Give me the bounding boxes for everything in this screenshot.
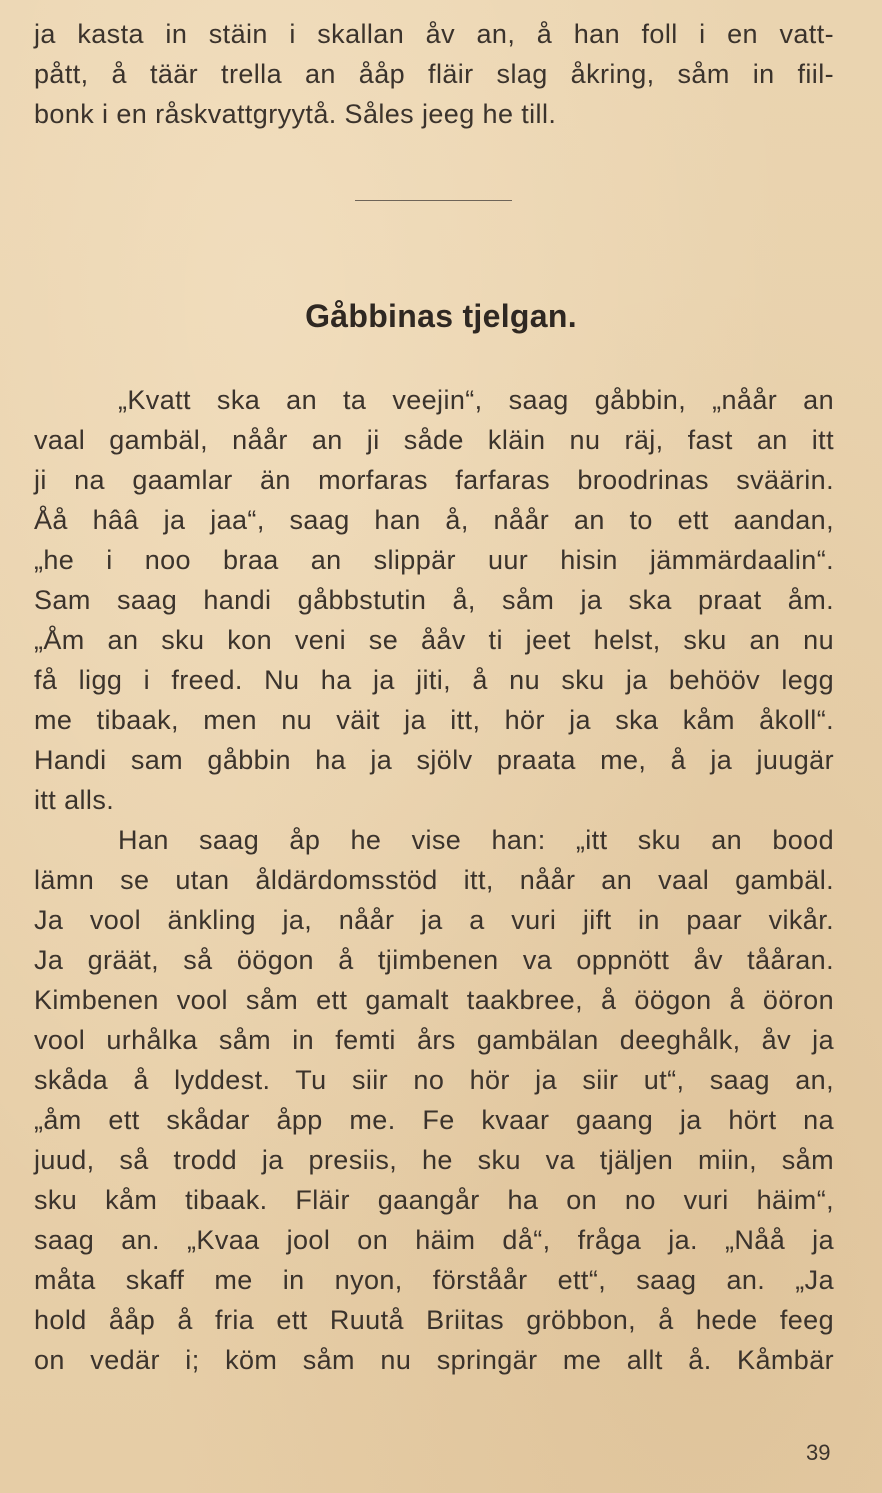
text-line: juud, så trodd ja presiis, he sku va tjäljen miin, såm	[34, 1145, 834, 1175]
section-heading: Gåbbinas tjelgan.	[305, 298, 577, 334]
text-line: måta skaff me in nyon, förståår ett“, saag an. „Ja	[34, 1265, 834, 1295]
text-line: Sam saag handi gåbbstutin å, såm ja ska praat åm.	[34, 585, 834, 615]
text-line: Kimbenen vool såm ett gamalt taakbree, å öögon å ööron	[34, 985, 834, 1015]
text-line: saag an. „Kvaa jool on häim då“, fråga ja. „Nåå ja	[34, 1225, 834, 1255]
text-line: vaal gambäl, nåår an ji såde kläin nu räj, fast an itt	[34, 425, 834, 455]
text-line: itt alls.	[34, 785, 115, 815]
text-line: on vedär i; köm såm nu springär me allt å. Kåmbär	[34, 1345, 834, 1375]
text-line: ja kasta in stäin i skallan åv an, å han foll i en vatt-	[34, 19, 834, 49]
section-divider	[355, 200, 512, 201]
text-line: „Åm an sku kon veni se ååv ti jeet helst, sku an nu	[34, 625, 834, 655]
text-line: få ligg i freed. Nu ha ja jiti, å nu sku ja behööv legg	[34, 665, 834, 695]
text-line: vool urhålka såm in femti års gambälan deeghålk, åv ja	[34, 1025, 834, 1055]
text-line: pått, å täär trella an ååp fläir slag åkring, såm in fiil-	[34, 59, 834, 89]
text-line: lämn se utan åldärdomsstöd itt, nåår an vaal gambäl.	[34, 865, 834, 895]
text-line: „Kvatt ska an ta veejin“, saag gåbbin, „nåår an	[118, 385, 834, 415]
text-line: bonk i en råskvattgryytå. Såles jeeg he till.	[34, 99, 557, 129]
text-line: Han saag åp he vise han: „itt sku an bood	[118, 825, 834, 855]
text-line: „he i noo braa an slippär uur hisin jämmärdaalin“.	[34, 545, 834, 575]
text-line: sku kåm tibaak. Fläir gaangår ha on no vuri häim“,	[34, 1185, 834, 1215]
page-number: 39	[806, 1440, 831, 1465]
text-line: Handi sam gåbbin ha ja sjölv praata me, å ja juugär	[34, 745, 834, 775]
text-line: skåda å lyddest. Tu siir no hör ja siir ut“, saag an,	[34, 1065, 834, 1095]
text-line: „åm ett skådar åpp me. Fe kvaar gaang ja hört na	[34, 1105, 834, 1135]
text-line: Ja vool änkling ja, nåår ja a vuri jift in paar vikår.	[34, 905, 834, 935]
text-line: Åå hââ ja jaa“, saag han å, nåår an to ett aandan,	[34, 505, 834, 535]
text-line: ji na gaamlar än morfaras farfaras broodrinas sväärin.	[34, 465, 834, 495]
text-line: hold ååp å fria ett Ruutå Briitas gröbbon, å hede feeg	[34, 1305, 834, 1335]
text-line: Ja gräät, så öögon å tjimbenen va oppnött åv tååran.	[34, 945, 834, 975]
text-line: me tibaak, men nu väit ja itt, hör ja ska kåm åkoll“.	[34, 705, 834, 735]
